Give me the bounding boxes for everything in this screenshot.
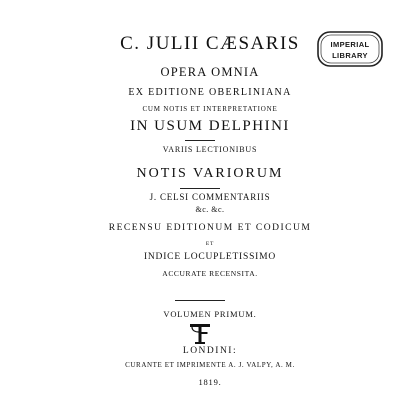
printer-device-icon (188, 323, 212, 345)
indice-line: INDICE LOCUPLETISSIMO (143, 252, 277, 262)
rule-divider (185, 140, 215, 141)
rule-divider (175, 300, 225, 301)
accurate-recensita-line: ACCURATE RECENSITA. (162, 269, 258, 278)
recensu-line: RECENSU EDITIONUM ET CODICUM (108, 223, 312, 233)
notis-variorum-line: NOTIS VARIORUM (136, 166, 284, 181)
stamp-line-1: IMPERIAL (330, 40, 370, 49)
library-stamp-icon (316, 28, 384, 70)
usum-delphini-line: IN USUM DELPHINI (130, 118, 290, 134)
stamp-line-2: LIBRARY (332, 51, 368, 60)
printer-line: CURANTE ET IMPRIMENTE A. J. VALPY, A. M. (125, 361, 295, 369)
celsi-commentariis-line: J. CELSI COMMENTARIIS (149, 192, 271, 202)
opera-omnia-line: OPERA OMNIA (160, 65, 260, 79)
author-title: C. JULII CÆSARIS (120, 33, 300, 54)
variis-lectionibus-line: VARIIS LECTIONIBUS (162, 145, 258, 154)
year-line: 1819. (198, 377, 222, 387)
edition-line: EX EDITIONE OBERLINIANA (128, 87, 292, 98)
et-line: ET (205, 241, 215, 247)
volumen-primum-line: VOLUMEN PRIMUM. (163, 309, 257, 319)
etc-line: &c. &c. (195, 205, 225, 214)
notis-interpretatione-line: CUM NOTIS ET INTERPRETATIONE (142, 105, 278, 113)
rule-divider (180, 188, 220, 189)
londini-line: LONDINI: (182, 346, 238, 356)
